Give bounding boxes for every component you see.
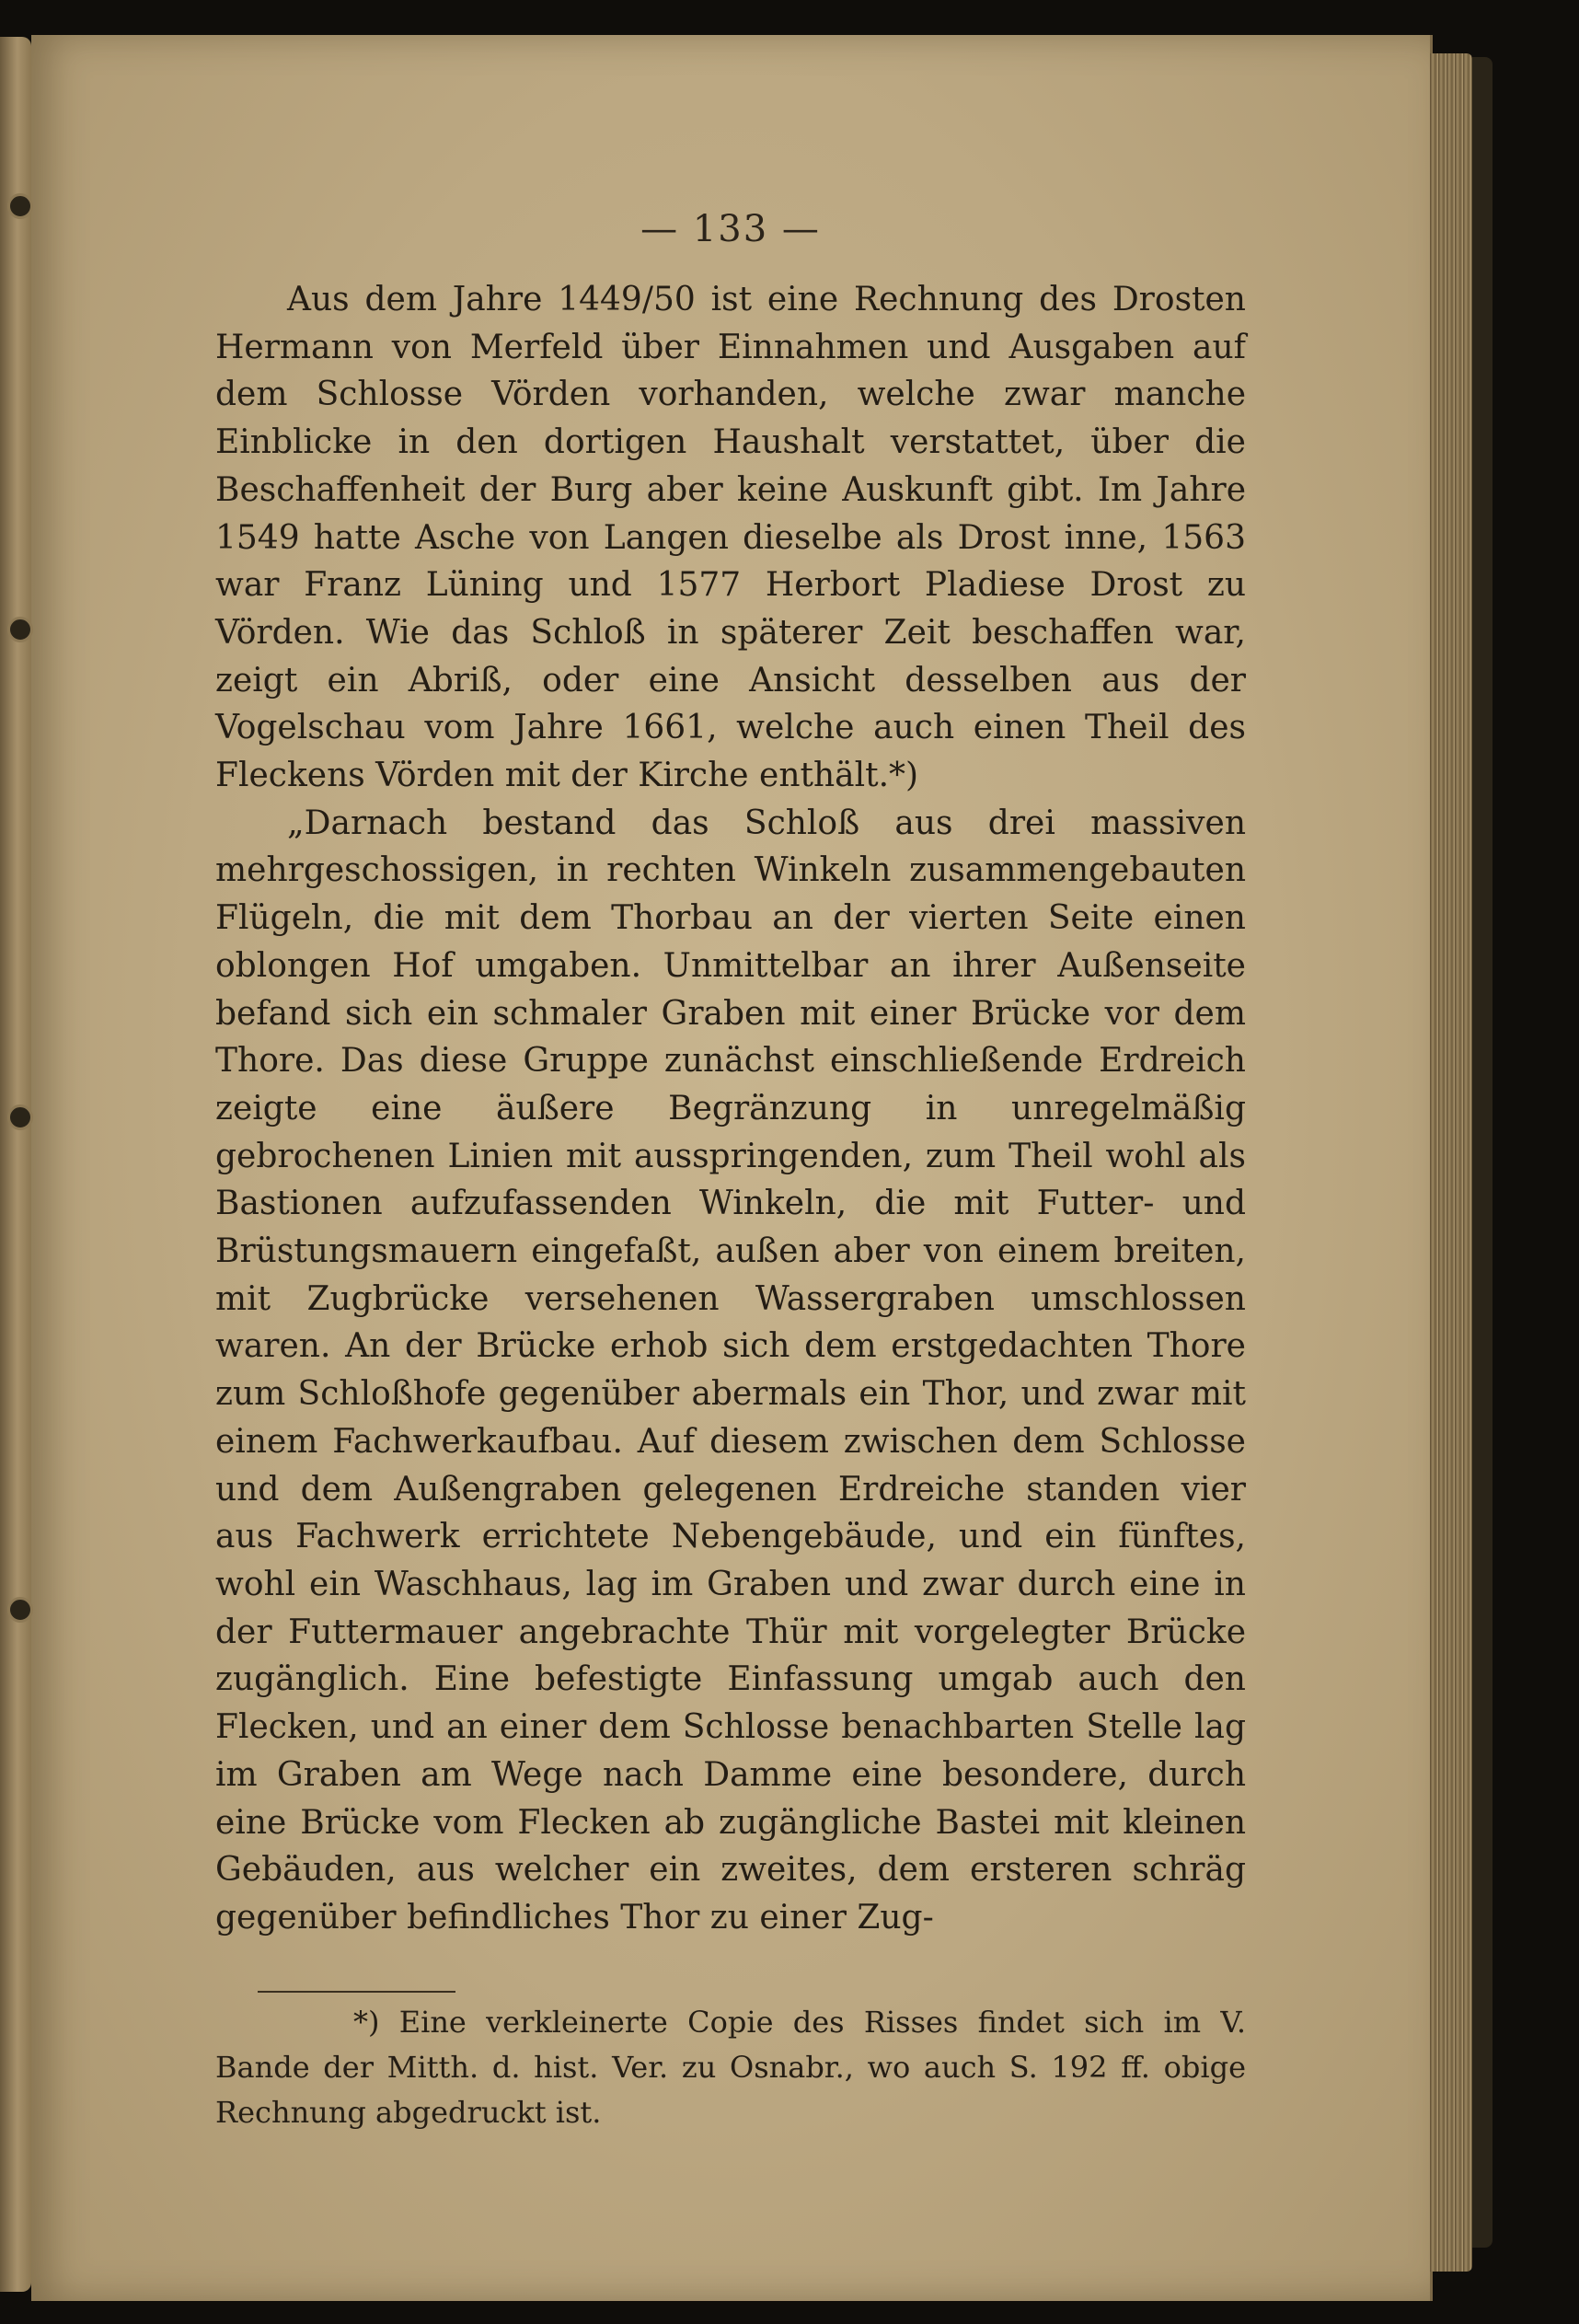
- page-number-header: — 133 —: [640, 208, 821, 250]
- footnote-rule: [258, 1991, 455, 1993]
- paragraph-1: Aus dem Jahre 1449/50 ist eine Rechnung des Drosten Hermann von Merfeld über Einnahmen und Ausgaben auf dem Schlosse Vörden vorhanden, welche zwar manche Einblicke in den dortigen Haushalt verstattet, über die Beschaffenheit der Burg aber keine Auskunft gibt. Im Jahre 1549 hatte Asche von Langen dieselbe als Drost inne, 1563 war Franz Lüning und 1577 Herbort Pladiese Drost zu Vörden. Wie das Schloß in späterer Zeit beschaffen war, zeigt ein Abriß, oder eine Ansicht desselben aus der Vogelschau vom Jahre 1661, welche auch einen Theil des Fleckens Vörden mit der Kirche enthält.*): [215, 281, 1246, 795]
- footnote: [215, 2000, 1246, 2135]
- body-text: [215, 276, 1246, 1942]
- left-page-edge: [0, 37, 31, 2292]
- binding-hole: [7, 193, 33, 219]
- binding-hole: [7, 1597, 33, 1623]
- book-page: [31, 35, 1433, 2301]
- paragraph-2: „Darnach bestand das Schloß aus drei massiven mehrgeschossigen, in rechten Winkeln zusammengebauten Flügeln, die mit dem Thorbau an der vierten Seite einen oblongen Hof umgaben. Unmittelbar an ihrer Außenseite befand sich ein schmaler Graben mit einer Brücke vor dem Thore. Das diese Gruppe zunächst einschließende Erdreich zeigte eine äußere Begränzung in unregelmäßig gebrochenen Linien mit ausspringenden, zum Theil wohl als Bastionen aufzufassenden Winkeln, die mit Futter- und Brüstungsmauern eingefaßt, außen aber von einem breiten, mit Zugbrücke versehenen Wassergraben umschlossen waren. An der Brücke erhob sich dem erstgedachten Thore zum Schloßhofe gegenüber abermals ein Thor, und zwar mit einem Fachwerkaufbau. Auf diesem zwischen dem Schlosse und dem Außengraben gelegenen Erdreiche standen vier aus Fachwerk errichtete Nebengebäude, und ein fünftes, wohl ein Waschhaus, lag im Graben und zwar durch eine in der Futtermauer angebrachte Thür mit vorgelegter Brücke zugänglich. Eine befestigte Einfassung umgab auch den Flecken, und an einer dem Schlosse benachbarten Stelle lag im Graben am Wege nach Damme eine besondere, durch eine Brücke vom Flecken ab zugängliche Bastei mit kleinen Gebäuden, aus welcher ein zweites, dem ersteren schräg gegenüber befindliches Thor zu einer Zug-: [215, 804, 1246, 1937]
- footnote-text: *) Eine verkleinerte Copie des Risses findet sich im V. Bande der Mitth. d. hist. Ver. zu Osnabr., wo auch S. 192 ff. obige Rechnung abgedruckt ist.: [215, 2005, 1246, 2130]
- book-cover-edge: [1472, 57, 1493, 2248]
- binding-hole: [7, 1104, 33, 1130]
- binding-hole: [7, 617, 33, 642]
- page-edges: [1430, 53, 1472, 2272]
